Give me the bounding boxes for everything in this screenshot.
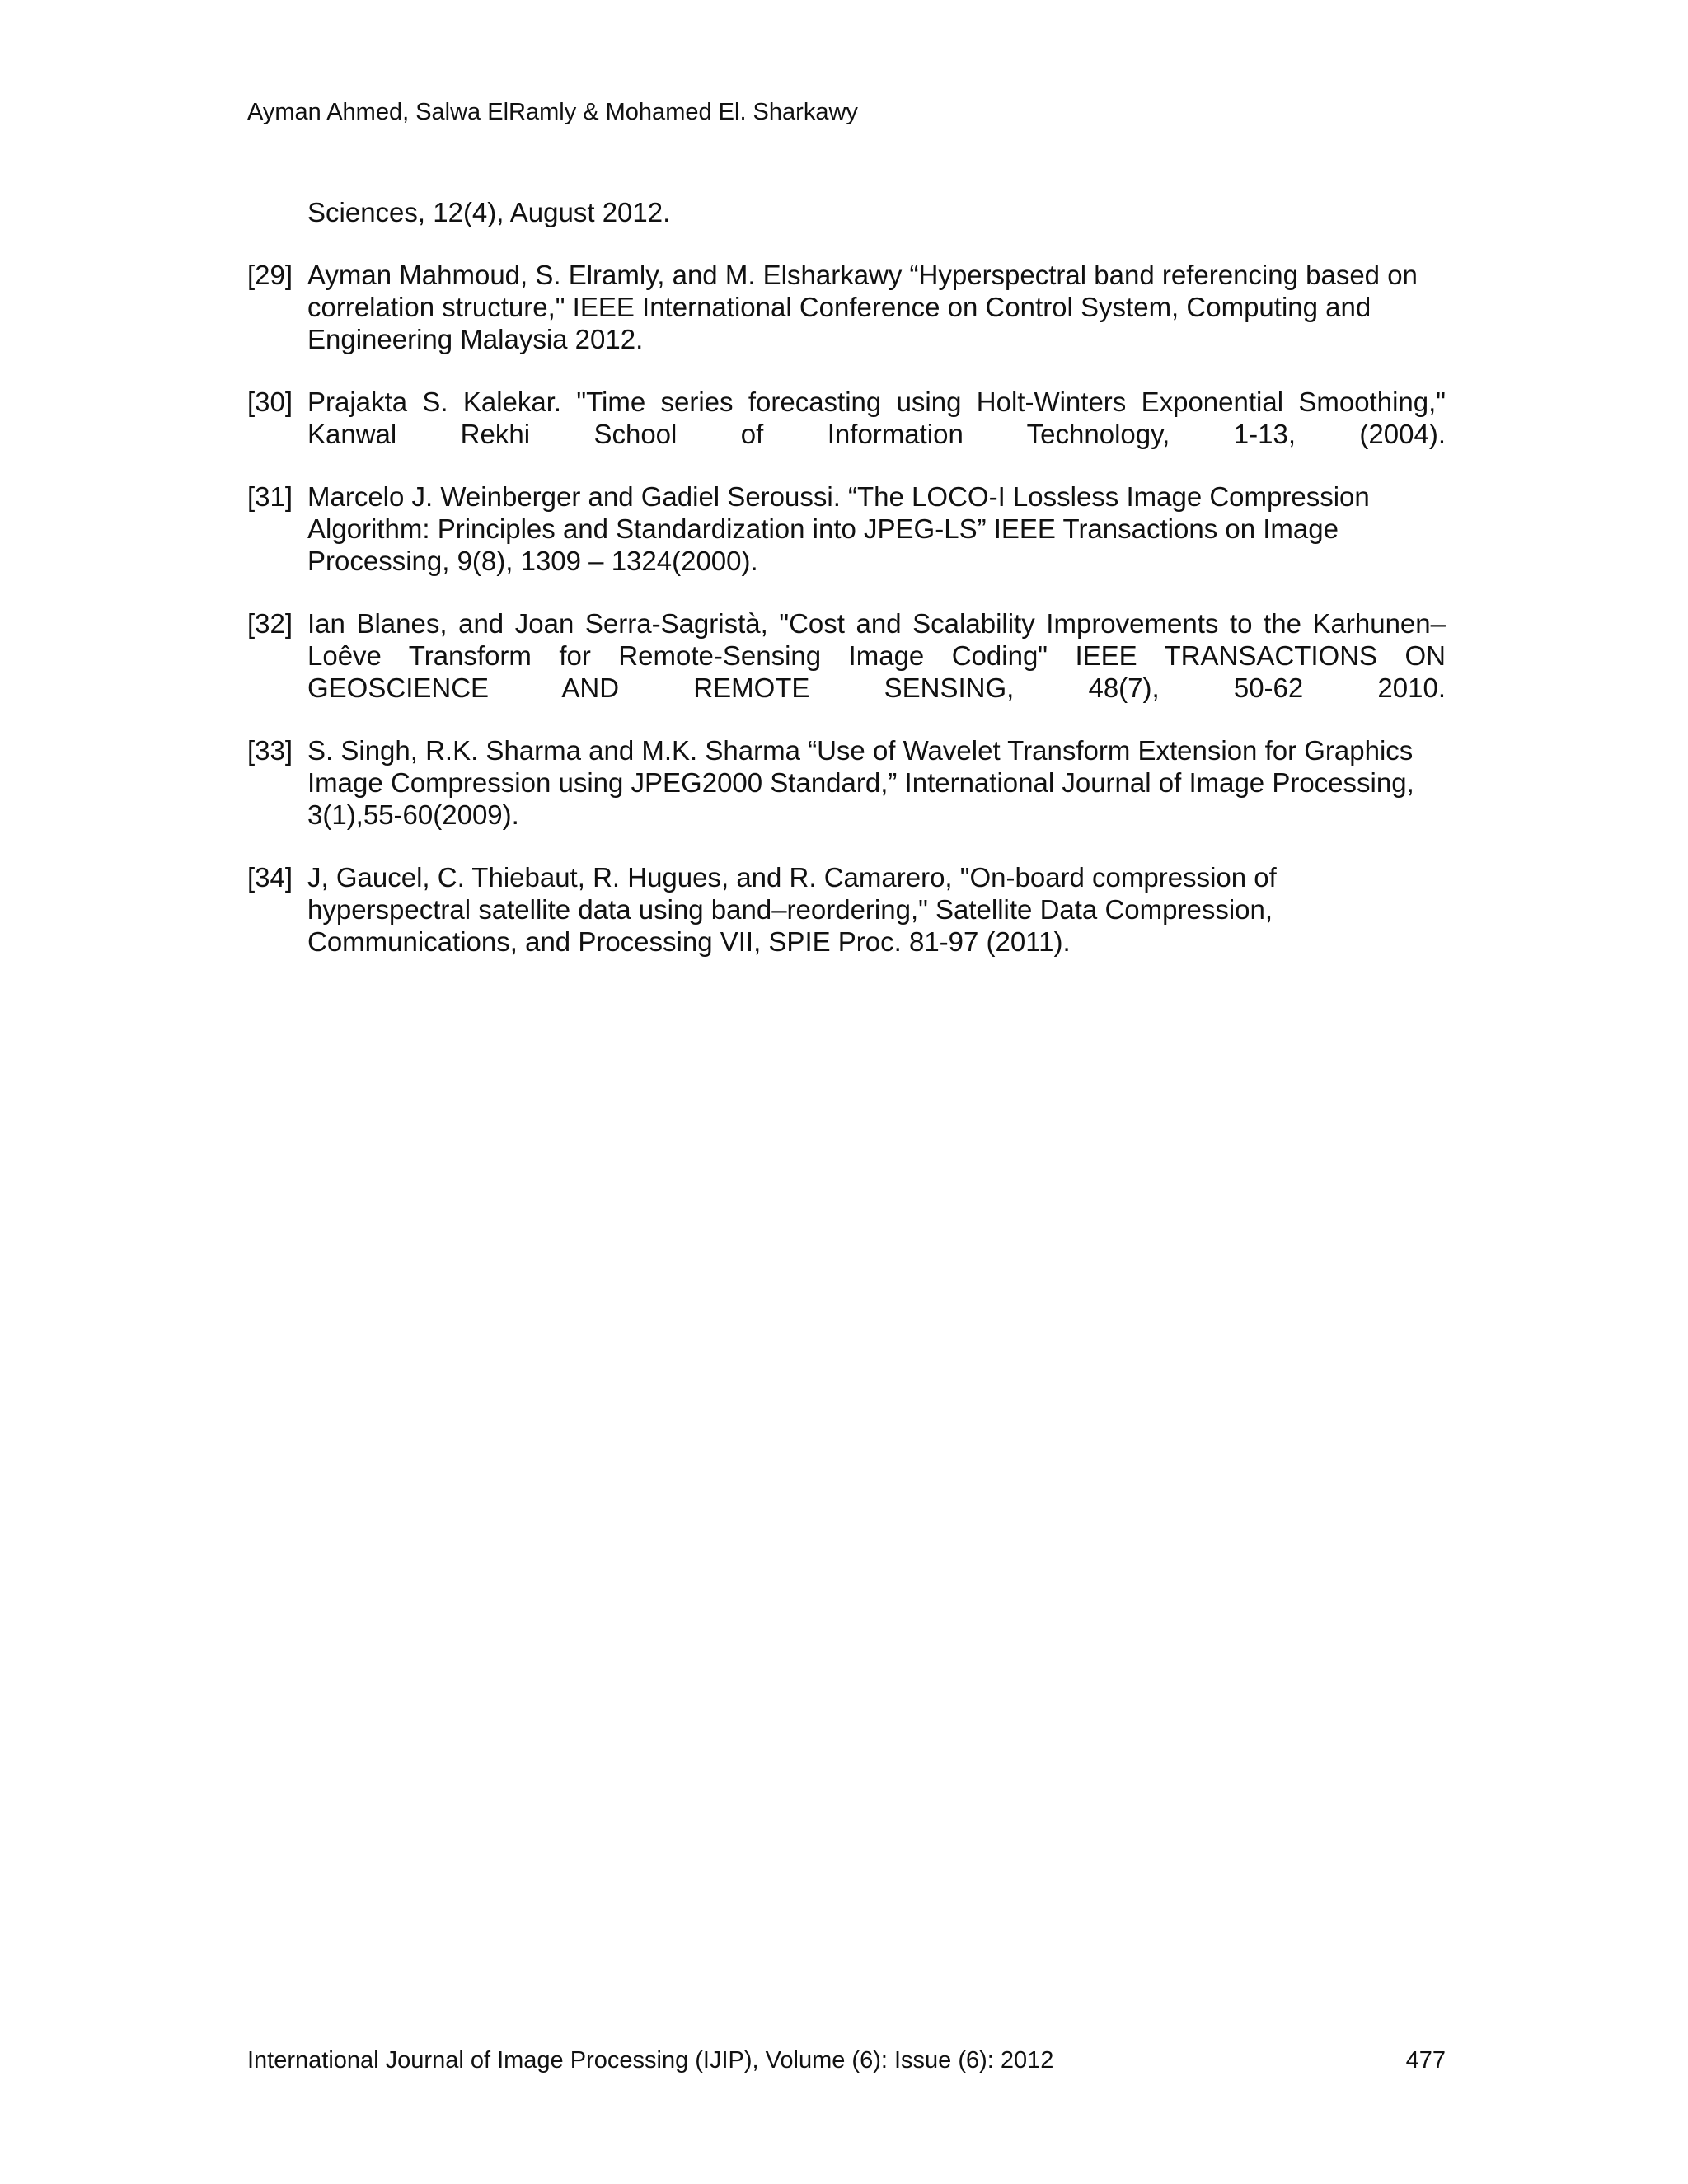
reference-number: [33]: [247, 735, 293, 766]
page-number: 477: [1405, 2047, 1446, 2074]
reference-number: [34]: [247, 862, 293, 893]
reference-list: [247, 196, 1446, 988]
reference-number: [32]: [247, 608, 293, 639]
reference-31: [247, 480, 1446, 577]
reference-text: J, Gaucel, C. Thiebaut, R. Hugues, and R. Camarero, "On-board compression of hyperspectral satellite data using band–reordering," Satellite Data Compression, Communications, and Processing VII, SPIE Proc. 81-97 (2011).: [307, 862, 1277, 957]
reference-number: [31]: [247, 481, 293, 512]
reference-text: Prajakta S. Kalekar. "Time series forecasting using Holt-Winters Exponential Smoothing," Kanwal Rekhi School of Information Technology, 1-13, (2004).: [307, 387, 1446, 449]
reference-number: [30]: [247, 387, 293, 417]
footer-journal-citation: International Journal of Image Processing (IJIP), Volume (6): Issue (6): 2012: [247, 2047, 1054, 2074]
reference-text: S. Singh, R.K. Sharma and M.K. Sharma “Use of Wavelet Transform Extension for Graphics Image Compression using JPEG2000 Standard,” International Journal of Image Processing, 3(1),55-60(2009).: [307, 735, 1414, 830]
reference-text: Marcelo J. Weinberger and Gadiel Seroussi. “The LOCO-I Lossless Image Compression Algorithm: Principles and Standardization into JPEG-LS” IEEE Transactions on Image Processing, 9(8), 1309 – 1324(2000).: [307, 481, 1370, 576]
reference-33: [247, 734, 1446, 831]
reference-32: [247, 607, 1446, 704]
reference-30: [247, 386, 1446, 450]
reference-34: [247, 861, 1446, 958]
reference-text: Ian Blanes, and Joan Serra-Sagristà, "Cost and Scalability Improvements to the Karhunen–Loêve Transform for Remote-Sensing Image Coding" IEEE TRANSACTIONS ON GEOSCIENCE AND REMOTE SENSING, 48(7), 50-62 2010.: [307, 608, 1446, 703]
reference-text: Ayman Mahmoud, S. Elramly, and M. Elsharkawy “Hyperspectral band referencing based on correlation structure," IEEE International Conference on Control System, Computing and Engineering Malaysia 2012.: [307, 260, 1418, 354]
reference-continuation: Sciences, 12(4), August 2012.: [307, 197, 671, 227]
reference-29: [247, 259, 1446, 355]
reference-number: [29]: [247, 260, 293, 290]
running-header-authors: Ayman Ahmed, Salwa ElRamly & Mohamed El. Sharkawy: [247, 99, 858, 125]
